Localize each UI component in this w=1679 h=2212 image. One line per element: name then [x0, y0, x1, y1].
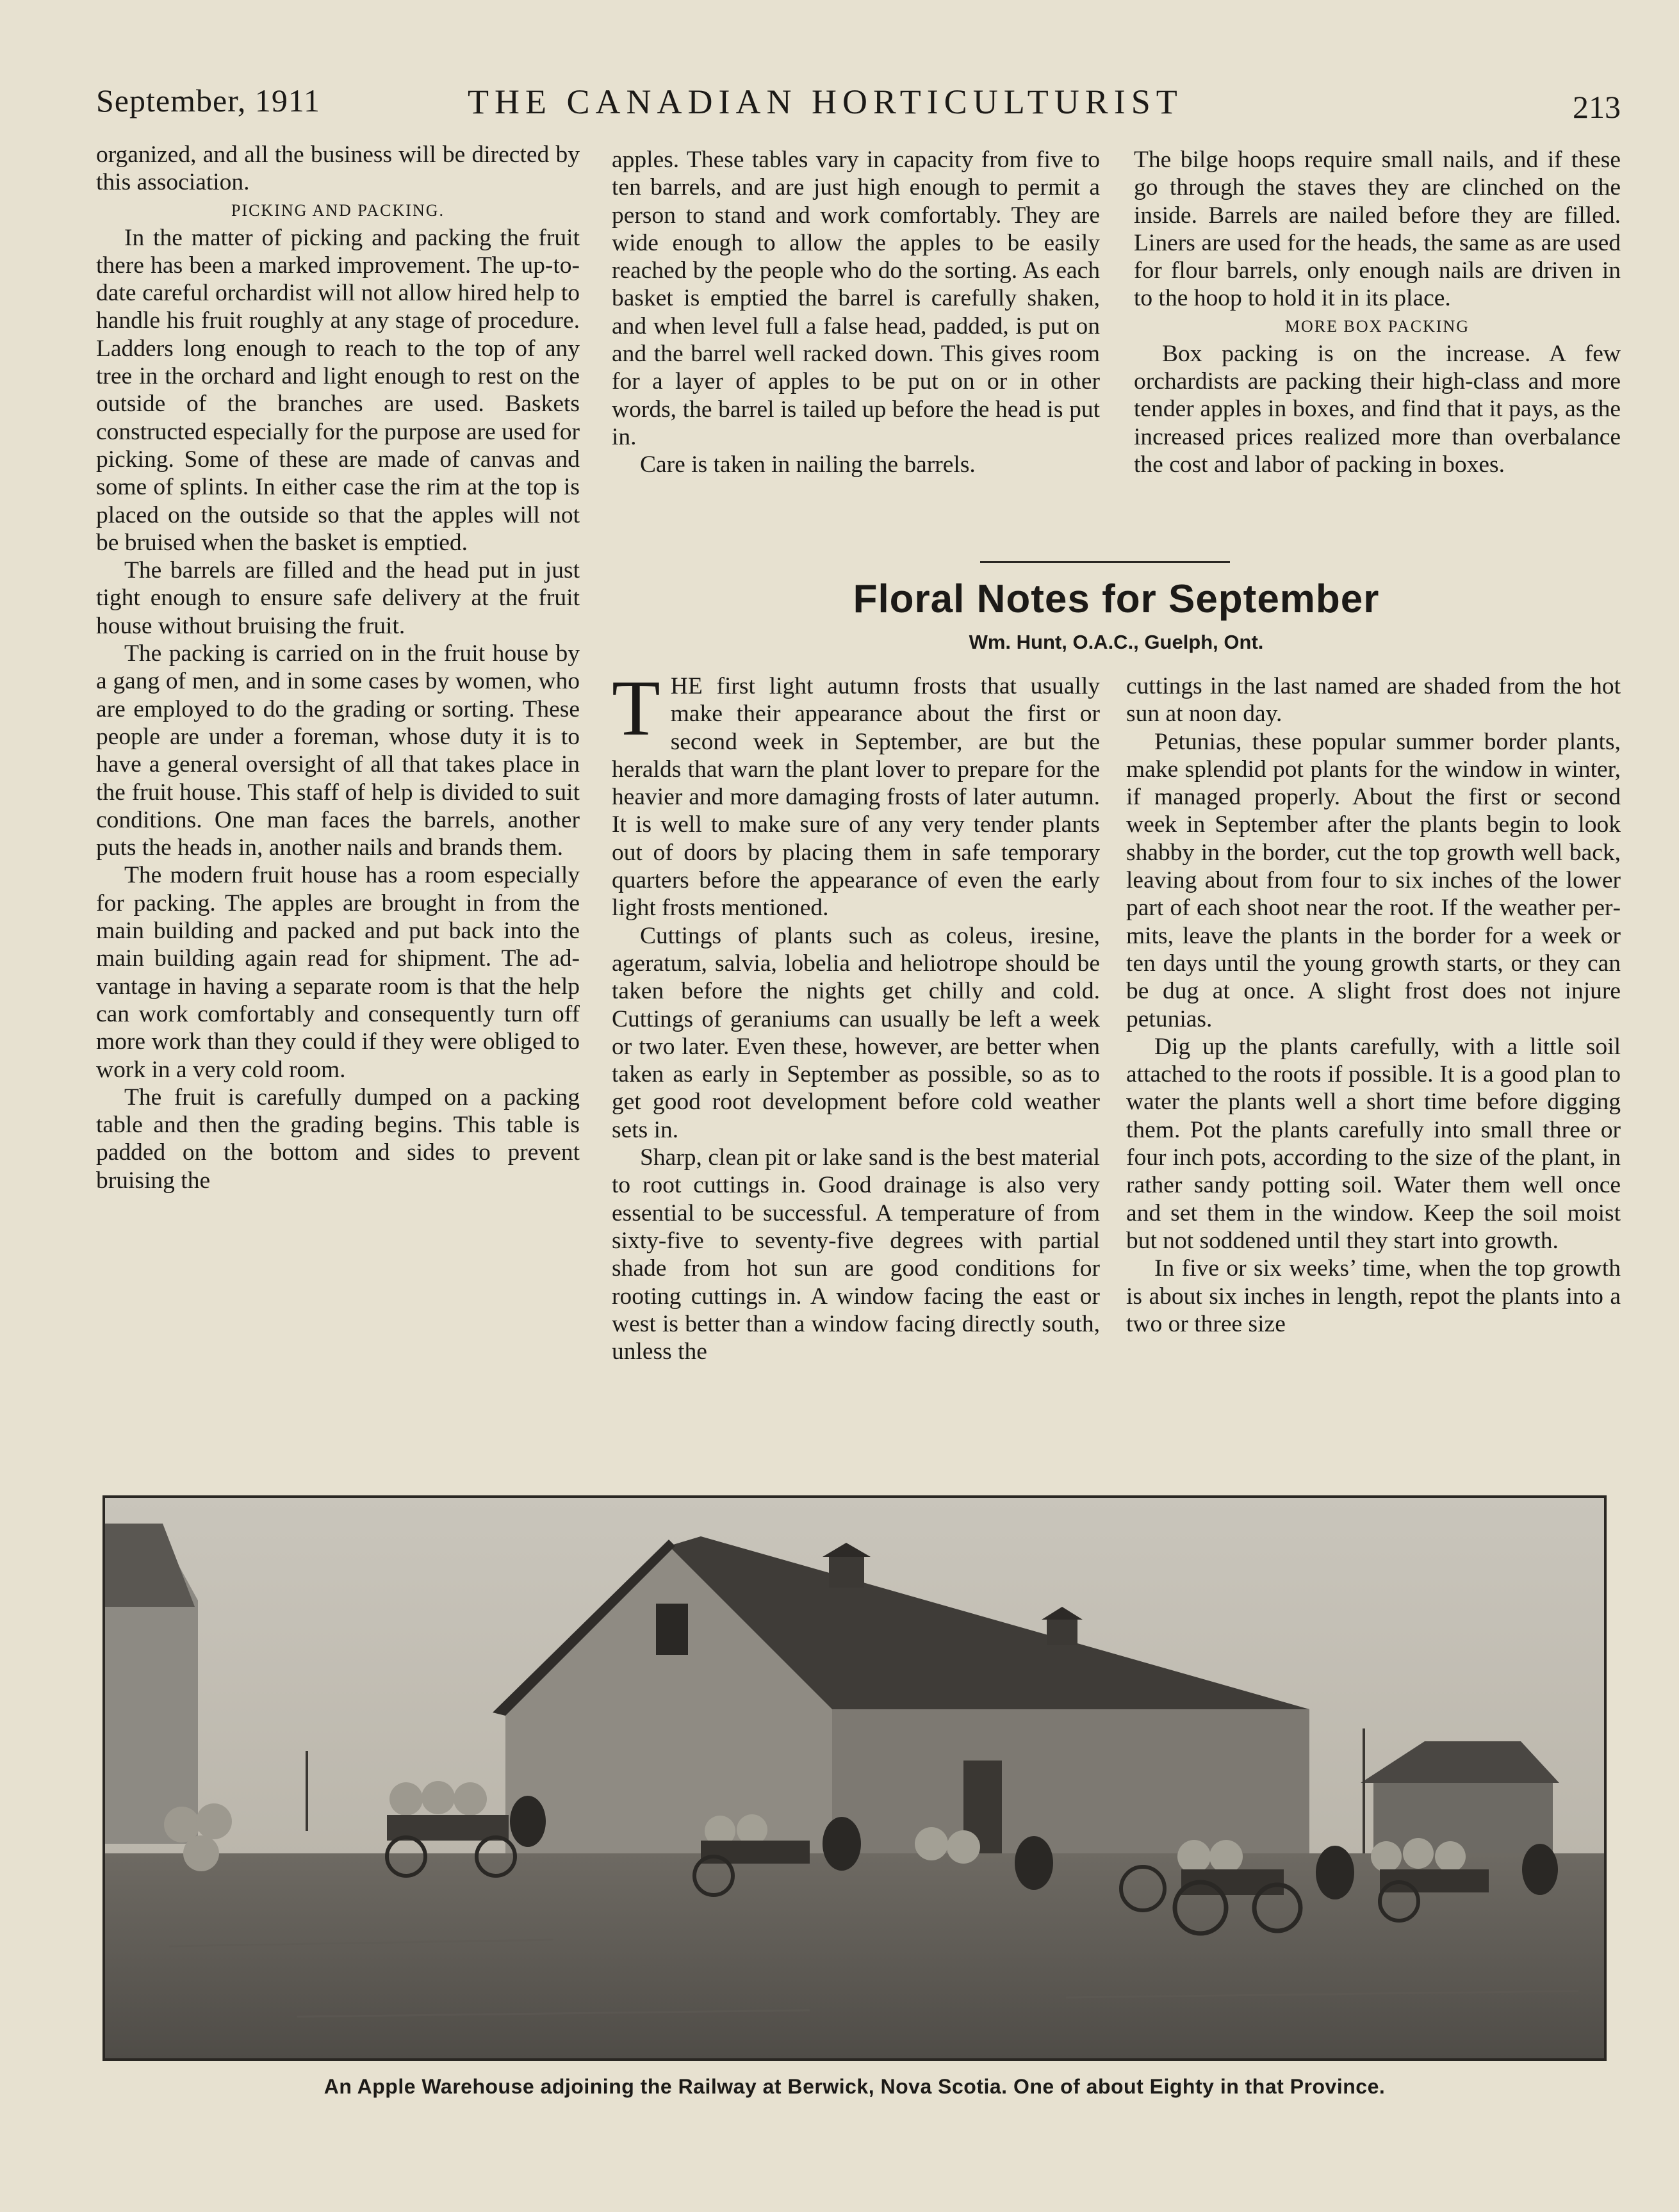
warehouse-photo — [102, 1495, 1607, 2061]
subhead-more-box-packing: MORE BOX PACKING — [1284, 316, 1470, 336]
article-column-1 — [612, 664, 1100, 1365]
paragraph: cuttings in the last named are shaded from the hot sun at noon day. — [1126, 673, 1621, 728]
paragraph: The bilge hoops require small nails, and if these go through the staves they are clinched on the inside. Barrels are nailed before they are filled. Liners are used for the heads, the same as are used for flour barrels, only enough nails are driven in to the hoop to hold it in its place. — [1134, 147, 1621, 312]
paragraph: organized, and all the business will be directed by this association. — [96, 142, 580, 196]
paragraph: The packing is carried on in the fruit house by a gang of men, and in some cases by women, who are employed to do the grading or sorting. These people are under a foreman, whose duty it is to have a general oversight of all that takes place in the fruit house. This staff of help is divided to suit conditions. One man faces the barrels, another puts the heads in, another nails and brands them. — [96, 640, 580, 861]
drop-cap: T — [612, 664, 660, 752]
paragraph: Care is taken in nailing the barrels. — [640, 451, 976, 478]
masthead: THE CANADIAN HORTICULTURIST — [468, 83, 1183, 121]
paragraph: Cuttings of plants such as coleus, iresine, ageratum, salvia, lobelia and heliotrope should be taken before the nights get chilly and cold. Cuttings of geraniums can usually be left a week or two later. Even these, however, are better when taken as early in September as possible, so as to get good root development before cold weather sets in. — [612, 922, 1100, 1143]
paragraph: Dig up the plants carefully, with a little soil attached to the roots if possible. It is a good plan to water the plants well a short time before digging them. Pot the plants carefully into small three or four inch pots, according to the size of the plant, in rather sandy potting soil. Water them well once and set them in the window. Keep the soil moist but not soddened until they start into growth. — [1126, 1033, 1621, 1254]
paragraph: The fruit is carefully dumped on a packing table and then the grading begins. This table is padded on the bottom and sides to prevent bruising the — [96, 1084, 580, 1194]
paragraph: The modern fruit house has a room especially for packing. The apples are brought in from the main building and packed and put back into the main building again read for shipment. The advantage in having a separate room is that the help can work comfortably and consequently turn off more work than they could if they were obliged to work in a very cold room. — [96, 862, 580, 1083]
article-title: Floral Notes for September — [853, 577, 1380, 621]
paragraph: Sharp, clean pit or lake sand is the best material to root cuttings in. Good drainage is also very essential to be successful. A temperature of from sixty-five to seventy-five degrees with partial shade from hot sun are good conditions for rooting cuttings in. A window facing the east or west is better than a window facing directly south, unless the — [612, 1144, 1100, 1365]
paragraph: apples. These tables vary in capacity from five to ten barrels, and are just high enough to permit a person to stand and work comfortably. They are wide enough to allow the apples to be easily reached by the people who do the sorting. As each basket is emptied the barrel is carefully shaken, and when level full a false head, padded, is put on and the barrel well racked down. This gives room for a layer of apples to be put on or in other words, the barrel is tailed up before the head is put in. — [612, 147, 1100, 450]
issue-date: September, 1911 — [96, 83, 320, 118]
paragraph: The barrels are filled and the head put in just tight enough to ensure safe delivery at the fruit house without bruising the fruit. — [96, 557, 580, 639]
subhead-picking-packing: PICKING AND PACKING. — [231, 200, 445, 220]
column-3 — [1134, 146, 1621, 478]
column-2 — [612, 146, 1100, 479]
section-divider — [980, 561, 1230, 563]
paragraph — [612, 664, 1100, 922]
running-head — [96, 82, 1621, 127]
paragraph: In the matter of picking and packing the fruit there has been a marked improvement. The up-to-date careful orchardist will not allow hired help to handle his fruit roughly at any stage of procedure. Ladders long enough to reach to the top of any tree in the orchard and light enough to rest on the outside of the branches are used. Baskets constructed especially for the purpose are used for picking. Some of these are made of canvas and some of splints. In either case the rim at the top is placed on the outside so that the apples will not be bruised when the basket is emptied. — [96, 224, 580, 556]
paragraph-text: HE first light autumn frosts that usually make their appearance about the first or second week in September, are but the heralds that warn the plant lover to prepare for the heavier and more damaging frosts of later autumn. It is well to make sure of any very tender plants out of doors by placing them in safe temporary quarters before the appearance of even the early light frosts mentioned. — [612, 673, 1100, 922]
paragraph: Box packing is on the increase. A few orchardists are packing their high-class and more tender apples in boxes, and find that it pays, as the increased prices realized more than overbalance the cost and labor of packing in boxes. — [1134, 340, 1621, 478]
paragraph: In five or six weeks’ time, when the top growth is about six inches in length, repot the plants into a two or three size — [1126, 1255, 1621, 1337]
page-number: 213 — [1573, 89, 1621, 125]
paragraph: Petunias, these popular summer border plants, make splendid pot plants for the window in winter, if managed properly. About the first or second week in September after the plants begin to look shabby in the border, cut the top growth well back, leaving about from four to six inches of the lower part of each shoot near the root. If the weather permits, leave the plants in the border for a week or ten days until the young growth starts, or they can be dug at once. A slight frost does not injure petunias. — [1126, 728, 1621, 1032]
photo-caption: An Apple Warehouse adjoining the Railway at Berwick, Nova Scotia. One of about Eighty in that Province. — [324, 2075, 1386, 2098]
warehouse-photo-illustration — [105, 1498, 1604, 2058]
article-column-2 — [1126, 672, 1621, 1338]
column-1 — [96, 141, 580, 1194]
article-byline: Wm. Hunt, O.A.C., Guelph, Ont. — [969, 631, 1264, 653]
